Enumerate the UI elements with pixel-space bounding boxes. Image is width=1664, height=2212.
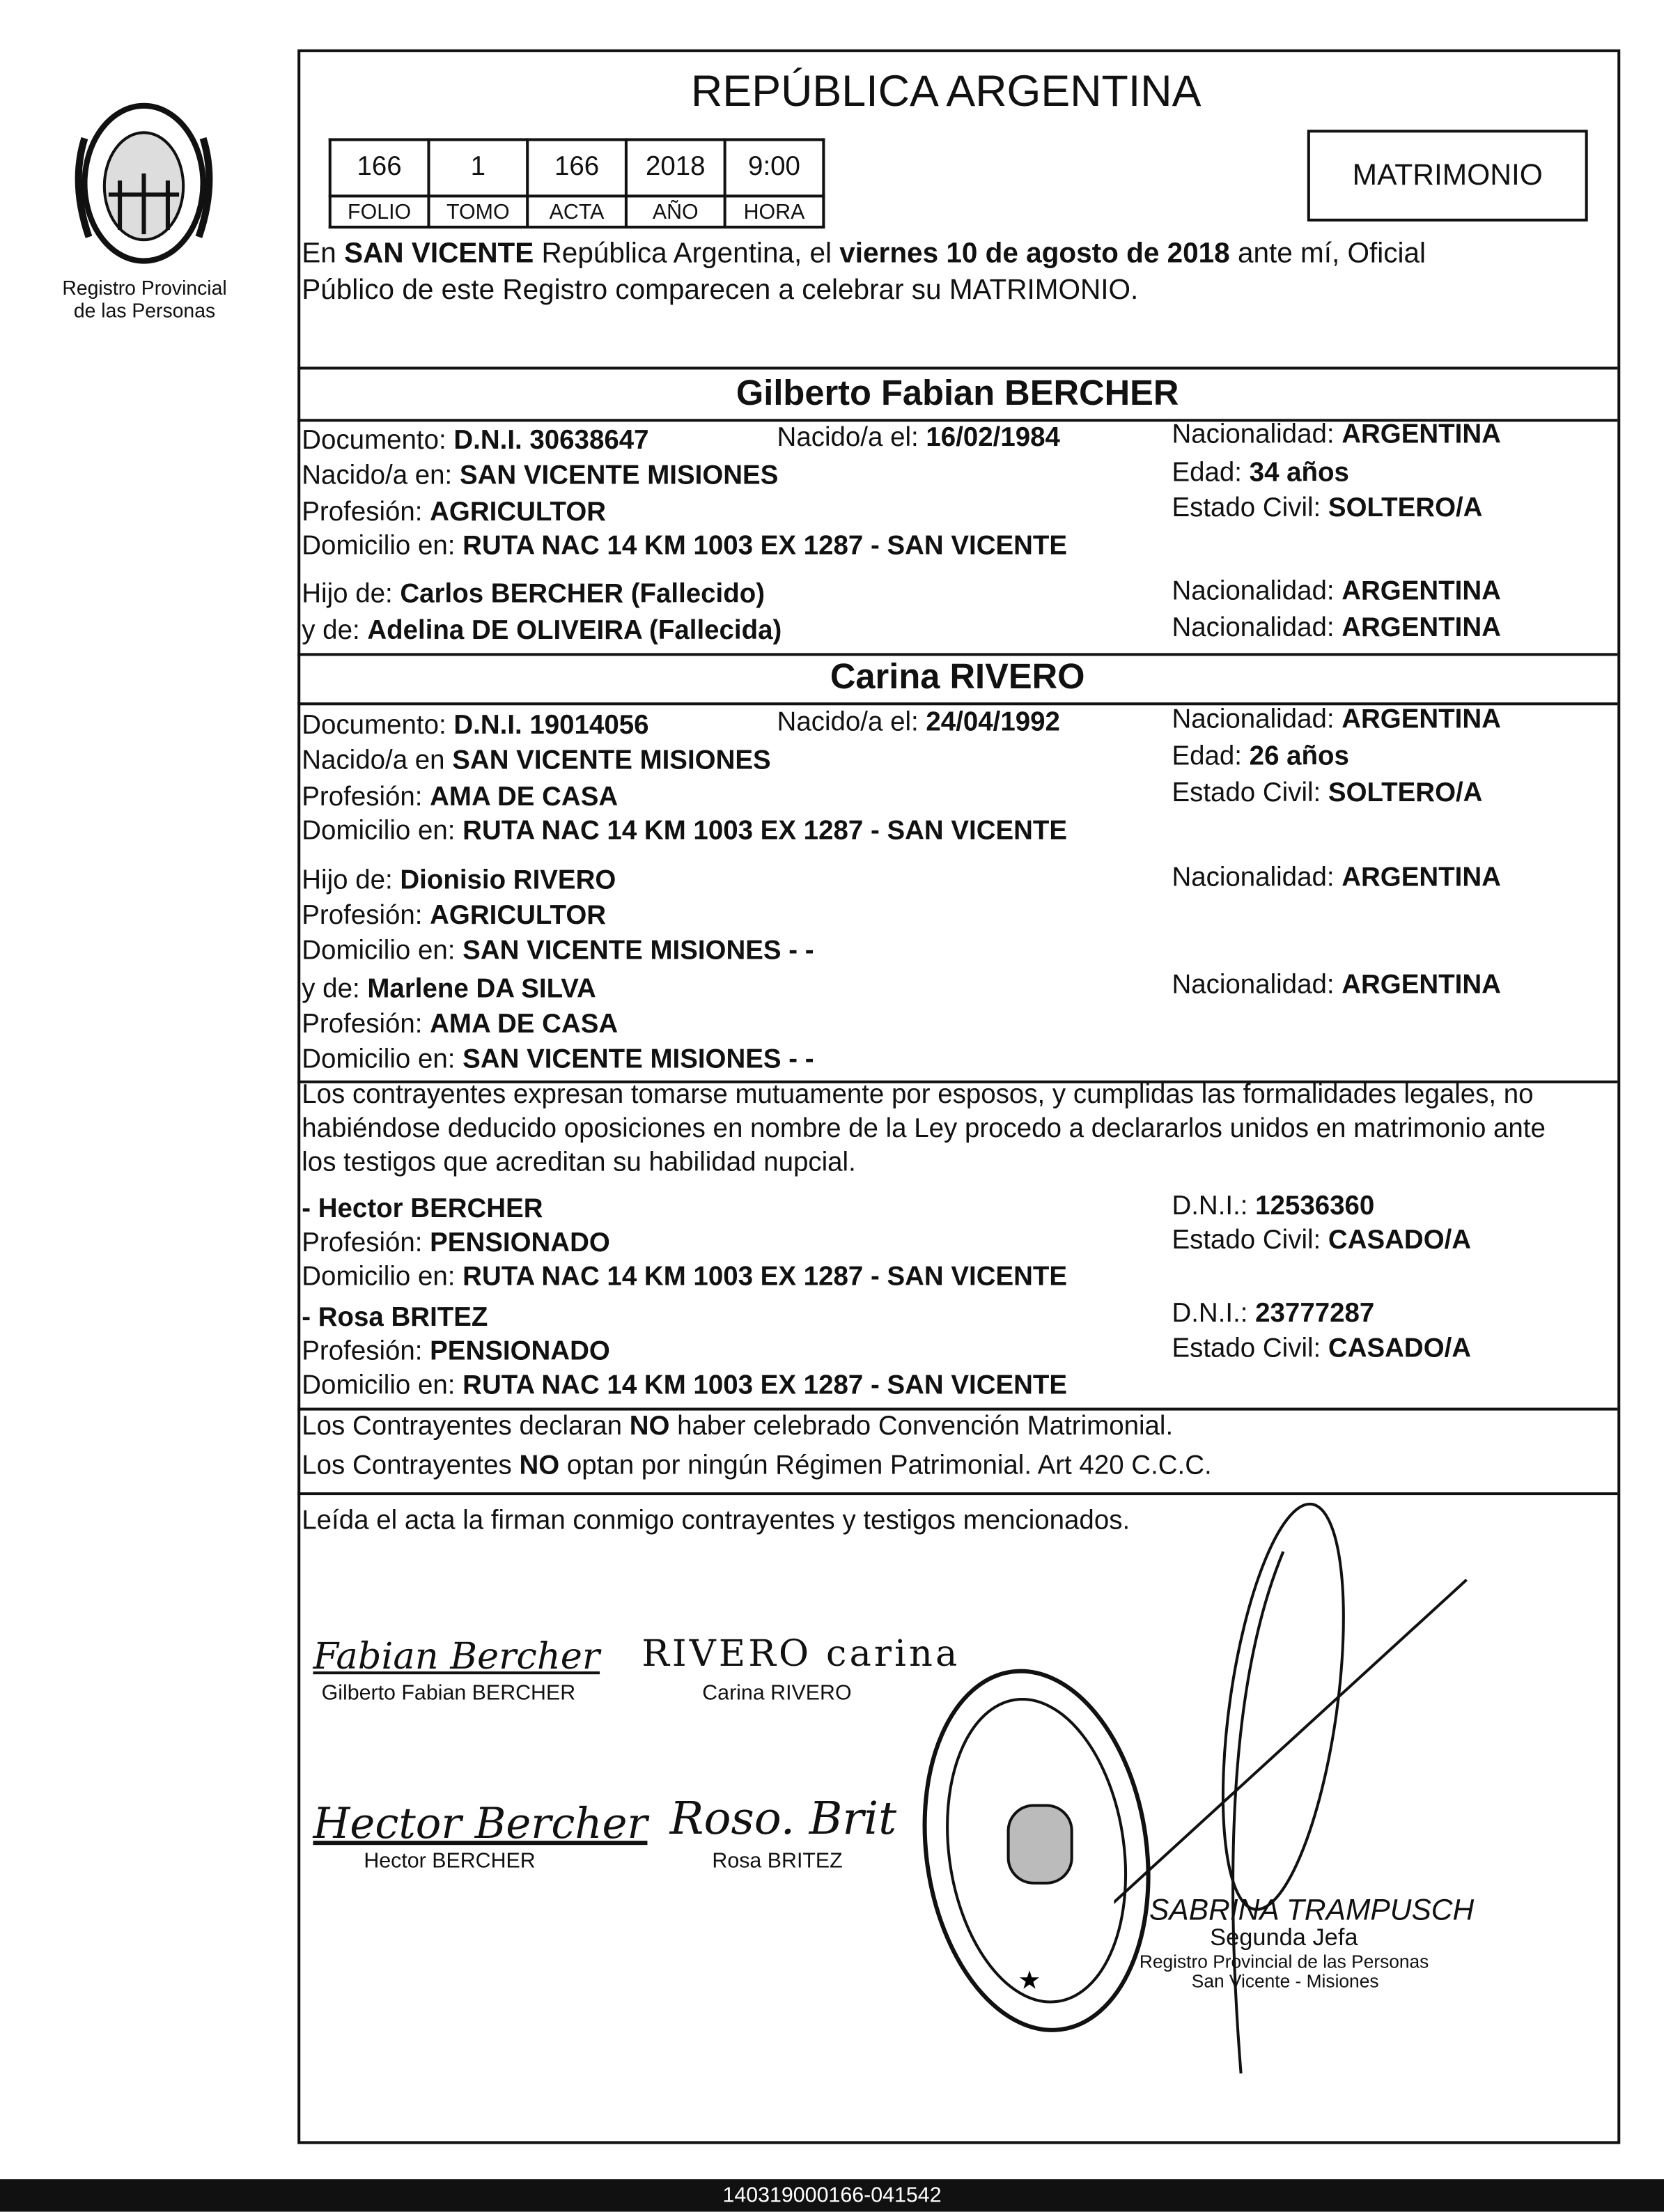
divider [297,653,1617,656]
value: RUTA NAC 14 KM 1003 EX 1287 - SAN VICENTE [462,817,1068,846]
label: Profesión: [302,901,430,931]
label: Domicilio en: [302,532,463,562]
anio-value: 2018 [626,139,725,196]
groom-mother [302,617,782,648]
label: Nacido/a el: [777,423,926,453]
bride-nationality [1172,705,1500,736]
value: Marlene DA SILVA [367,974,596,1005]
svg-text:★: ★ [1018,1965,1041,1995]
label: Nacido/a en: [302,461,460,491]
label: Nacionalidad: [1172,863,1342,893]
groom-father-nationality [1172,577,1500,608]
witness-2-name [302,1304,488,1335]
bride-address [302,817,1067,848]
groom-document [302,426,648,457]
signature-caption: Rosa BRITEZ [712,1849,843,1873]
groom-name: Gilberto Fabian BERCHER [736,373,1179,414]
intro-text: En [302,238,345,270]
intro-date: viernes 10 de agosto de 2018 [839,238,1230,270]
witness-2-profession [302,1337,610,1368]
groom-father [302,580,765,611]
signature-witness-2: Roso. Brit [669,1791,897,1846]
folio-label: FOLIO [330,196,429,227]
label: Profesión: [302,1010,430,1040]
value: ARGENTINA [1342,970,1501,1000]
logo-caption-line2: de las Personas [73,299,216,322]
label: Nacionalidad: [1172,705,1342,735]
value: Adelina DE OLIVEIRA (Fallecida) [367,616,782,647]
label: Hijo de: [302,866,401,896]
page-title: REPÚBLICA ARGENTINA [691,66,1202,116]
divider [297,366,1617,369]
witness-1-name [302,1195,543,1226]
bride-father-nationality [1172,863,1500,895]
groom-birthplace [302,461,778,493]
label: Estado Civil: [1172,1225,1328,1255]
label: Edad: [1172,741,1250,772]
value: SOLTERO/A [1328,493,1483,524]
bride-father-profession [302,902,606,933]
logo-caption-line1: Registro Provincial [62,276,227,300]
value: AGRICULTOR [430,901,607,931]
value: D.N.I. 30638647 [453,426,649,456]
folio-value: 166 [330,139,429,196]
groom-age [1172,458,1348,490]
anio-label: AÑO [626,196,725,227]
bride-civil-status [1172,779,1482,810]
declaration-line: los testigos que acreditan su habilidad nupcial. [302,1148,856,1178]
value: ARGENTINA [1342,577,1501,607]
bride-name: Carina RIVERO [830,657,1085,697]
label: y de: [302,974,368,1005]
label: Domicilio en: [302,817,463,846]
label: Domicilio en: [302,1370,463,1401]
bride-father-address [302,936,814,968]
value: SAN VICENTE MISIONES [452,746,771,776]
value: 16/02/1984 [926,423,1060,453]
declaration-line: habiéndose deducido oposiciones en nombre de la Ley procedo a declararlos unidos en matrimonio ante [302,1114,1546,1144]
province-seal-icon [63,96,226,272]
value: - Hector BERCHER [302,1194,543,1225]
value: 12536360 [1255,1191,1375,1222]
text: NO [629,1411,670,1442]
bride-father [302,866,616,897]
value: - Rosa BRITEZ [302,1303,488,1333]
text: haber celebrado Convención Matrimonial. [669,1411,1174,1442]
officer-organization: Registro Provincial de las Personas [1139,1951,1429,1972]
label: y de: [302,616,368,647]
signature-caption: Carina RIVERO [702,1681,852,1706]
convention-line-1 [302,1412,1173,1444]
bride-mother-address [302,1045,814,1076]
label: Estado Civil: [1172,1334,1328,1364]
label: Profesión: [302,1337,430,1367]
acta-value: 166 [527,139,626,196]
bride-age [1172,742,1348,773]
value: Dionisio RIVERO [400,866,616,896]
label: Documento: [302,711,454,741]
officer-location: San Vicente - Misiones [1191,1970,1379,1992]
bride-birthplace [302,746,770,778]
intro-line-2: Público de este Registro comparecen a celebrar su MATRIMONIO. [302,274,1139,307]
bride-mother [302,975,596,1006]
value: Carlos BERCHER (Fallecido) [400,580,765,610]
label: Hijo de: [302,580,401,610]
signature-witness-1: Hector Bercher [313,1800,648,1850]
text: Los Contrayentes declaran [302,1411,630,1442]
registry-table [329,138,825,229]
groom-address [302,532,1067,563]
bride-mother-profession [302,1010,618,1042]
value: RUTA NAC 14 KM 1003 EX 1287 - SAN VICENTE [462,1262,1068,1292]
value: AMA DE CASA [430,1010,619,1040]
divider [297,1408,1617,1411]
intro-text: República Argentina, el [534,238,840,270]
value: 26 años [1249,741,1349,772]
label: Estado Civil: [1172,493,1328,524]
acta-label: ACTA [527,196,626,227]
signature-caption: Hector BERCHER [364,1849,536,1873]
label: Profesión: [302,1228,430,1258]
hora-value: 9:00 [725,139,824,196]
document-code-bar: 140319000166-041542 [0,2179,1664,2212]
label: Nacionalidad: [1172,577,1342,607]
label: Domicilio en: [302,1262,463,1292]
value: 34 años [1249,458,1349,488]
value: SAN VICENTE MISIONES [459,461,779,491]
groom-birthdate [777,423,1060,454]
convention-line-2 [302,1451,1211,1483]
value: D.N.I. 19014056 [453,711,649,741]
label: D.N.I.: [1172,1191,1256,1222]
text: optan por ningún Régimen Patrimonial. Art 420 C.C.C. [559,1451,1212,1481]
signature-caption: Gilberto Fabian BERCHER [321,1681,576,1706]
witness-1-dni [1172,1192,1374,1223]
closing-text: Leída el acta la firman conmigo contrayentes y testigos mencionados. [302,1506,1130,1536]
value: 24/04/1992 [926,708,1060,738]
witness-1-profession [302,1228,610,1260]
officer-role: Segunda Jefa [1210,1924,1358,1951]
bride-birthdate [777,708,1060,739]
witness-2-dni [1172,1299,1374,1331]
witness-1-address [302,1262,1067,1294]
groom-profession [302,498,606,529]
hora-label: HORA [725,196,824,227]
intro-line-1 [302,238,1426,271]
label: Documento: [302,426,454,456]
value: AGRICULTOR [430,497,607,528]
groom-mother-nationality [1172,614,1500,645]
tomo-value: 1 [428,139,527,196]
label: Profesión: [302,497,430,528]
groom-nationality [1172,420,1500,451]
label: Estado Civil: [1172,778,1328,809]
text: NO [519,1451,560,1481]
bride-document [302,711,648,742]
value: RUTA NAC 14 KM 1003 EX 1287 - SAN VICENTE [462,532,1068,562]
value: PENSIONADO [430,1228,610,1258]
bride-mother-nationality [1172,970,1500,1002]
officer-signature-icon [1114,1495,1480,2087]
value: CASADO/A [1328,1334,1472,1364]
value: ARGENTINA [1342,705,1501,735]
declaration-line: Los contrayentes expresan tomarse mutuamente por esposos, y cumplidas las formalidades legales, no [302,1080,1534,1111]
label: Edad: [1172,458,1250,488]
label: Nacionalidad: [1172,420,1342,450]
value: ARGENTINA [1342,613,1501,644]
label: Nacido/a el: [777,708,926,738]
value: RUTA NAC 14 KM 1003 EX 1287 - SAN VICENTE [462,1370,1068,1401]
label: Domicilio en: [302,1045,463,1075]
officer-name: SABRINA TRAMPUSCH [1149,1894,1475,1927]
value: AMA DE CASA [430,782,619,813]
witness-2-address [302,1371,1067,1402]
label: Nacionalidad: [1172,970,1342,1000]
value: PENSIONADO [430,1337,610,1367]
intro-city: SAN VICENTE [344,238,534,270]
signature-bride: RIVERO carina [642,1633,961,1676]
groom-civil-status [1172,494,1482,525]
witness-2-civil-status [1172,1334,1471,1366]
value: 23777287 [1255,1299,1375,1329]
value: SAN VICENTE MISIONES - - [462,1045,814,1075]
value: SOLTERO/A [1328,778,1483,809]
value: ARGENTINA [1342,863,1501,893]
label: Nacido/a en [302,746,453,776]
text: Los Contrayentes [302,1451,520,1481]
signature-groom: Fabian Bercher [313,1636,600,1679]
bride-profession [302,783,618,814]
tomo-label: TOMO [428,196,527,227]
value: ARGENTINA [1342,420,1501,450]
witness-1-civil-status [1172,1225,1471,1257]
value: SAN VICENTE MISIONES - - [462,936,814,966]
value: CASADO/A [1328,1225,1472,1255]
document-type-box: MATRIMONIO [1307,130,1588,222]
logo-caption [42,277,247,322]
label: Profesión: [302,782,430,813]
label: D.N.I.: [1172,1299,1256,1329]
label: Domicilio en: [302,936,463,966]
label: Nacionalidad: [1172,613,1342,644]
intro-text: ante mí, Oficial [1229,238,1426,270]
